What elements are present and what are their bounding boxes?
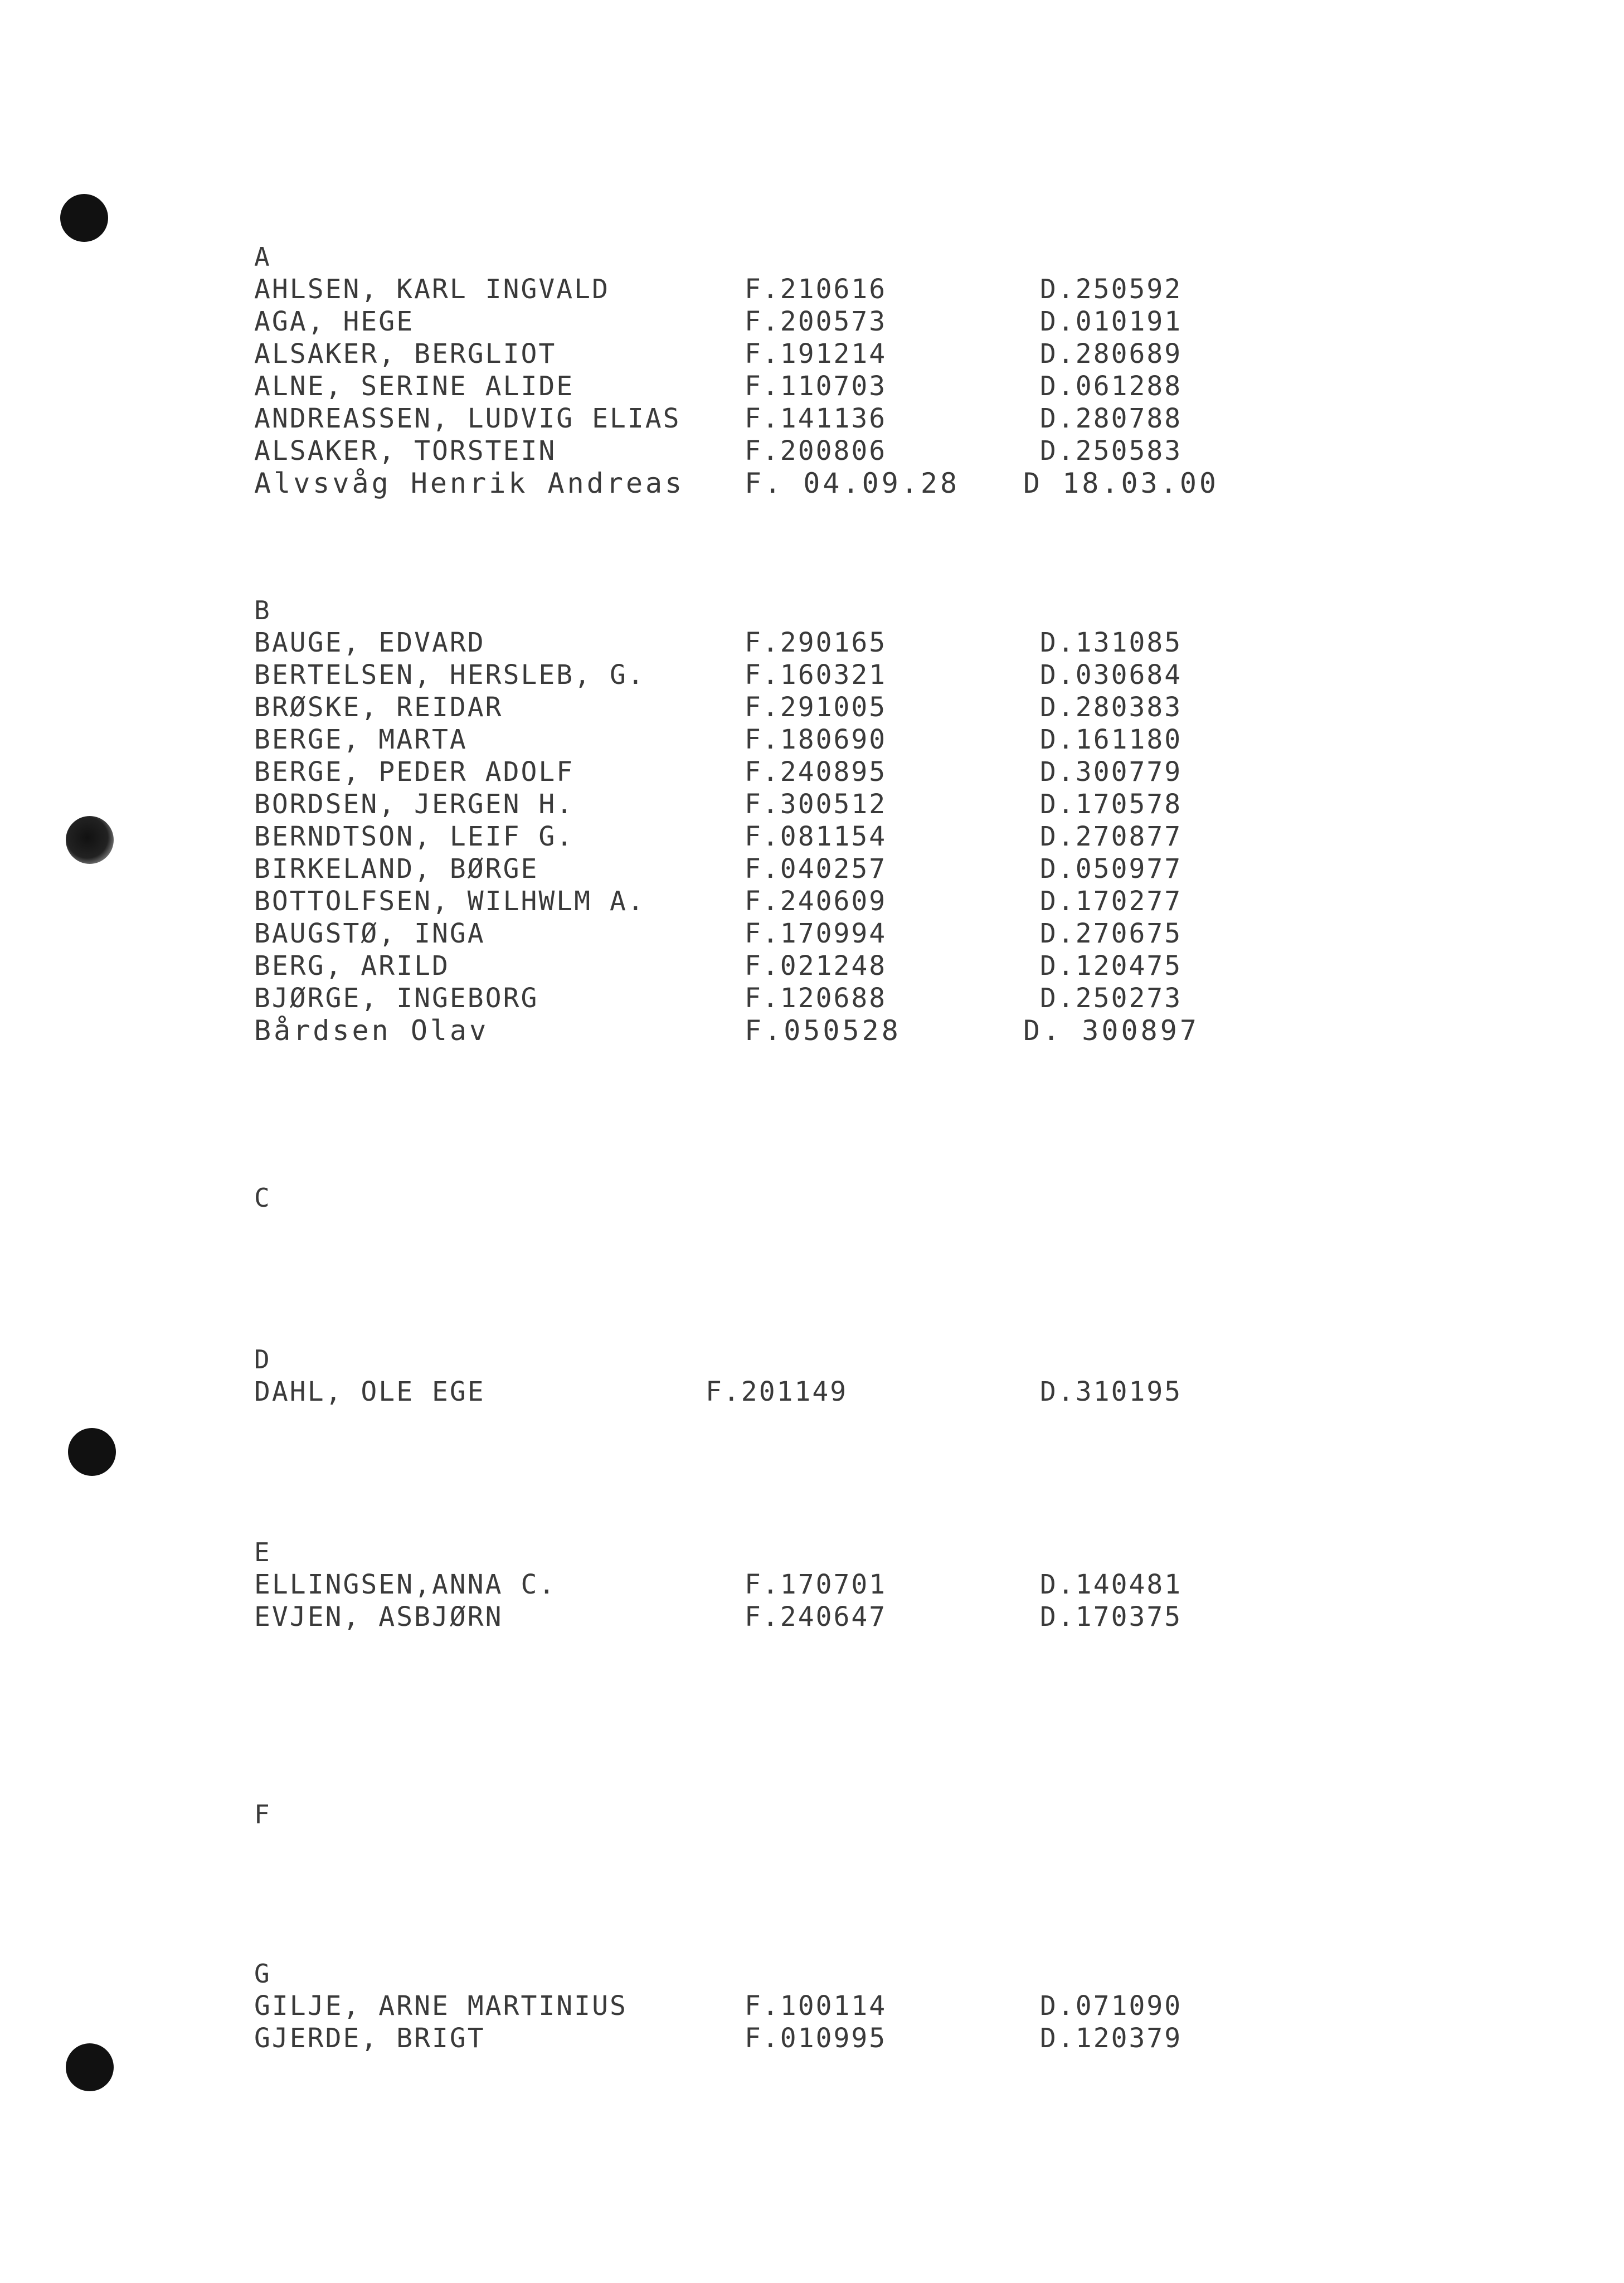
entry-name: ALSAKER, BERGLIOT (254, 338, 557, 370)
entry-birth-date: F.100114 (745, 1990, 887, 2022)
entry-name: BERTELSEN, HERSLEB, G. (254, 659, 645, 691)
entry-death-date: D.270675 (1040, 918, 1183, 949)
entry-death-date: D.140481 (1040, 1569, 1183, 1600)
entry-birth-date: F.120688 (745, 983, 887, 1014)
entry-birth-date: F.050528 (745, 1014, 901, 1047)
entry-name: BERG, ARILD (254, 950, 450, 982)
list-item (254, 1376, 1536, 1408)
entry-name: BAUGE, EDVARD (254, 627, 485, 658)
entry-name: BERNDTSON, LEIF G. (254, 821, 575, 852)
entry-name: ANDREASSEN, LUDVIG ELIAS (254, 403, 681, 434)
section-g (254, 1957, 1536, 2054)
section-letter: G (254, 1959, 272, 1989)
entry-death-date: D.250592 (1040, 274, 1183, 305)
list-item (254, 1568, 1536, 1601)
entry-birth-date: F.110703 (745, 371, 887, 402)
entry-birth-date: F.160321 (745, 659, 887, 691)
entry-birth-date: F.290165 (745, 627, 887, 658)
list-item (254, 982, 1536, 1014)
list-item (254, 820, 1536, 853)
entry-name: ALSAKER, TORSTEIN (254, 435, 557, 467)
entry-death-date: D.010191 (1040, 306, 1183, 337)
entry-birth-date: F.200806 (745, 435, 887, 467)
punch-hole-1 (60, 194, 108, 242)
entry-name: AHLSEN, KARL INGVALD (254, 274, 610, 305)
section-d (254, 1343, 1536, 1408)
list-item (254, 756, 1536, 788)
entry-name: Bårdsen Olav (254, 1014, 489, 1047)
entry-birth-date: F.010995 (745, 2023, 887, 2054)
list-item (254, 723, 1536, 756)
entry-death-date: D 18.03.00 (1023, 467, 1219, 499)
list-item (254, 659, 1536, 691)
entry-death-date: D.250583 (1040, 435, 1183, 467)
section-f (254, 1798, 1536, 1830)
list-item (254, 691, 1536, 723)
list-item (254, 467, 1536, 499)
entry-birth-date: F.210616 (745, 274, 887, 305)
entry-death-date: D.050977 (1040, 853, 1183, 885)
entry-name: Alvsvåg Henrik Andreas (254, 467, 685, 499)
list-item (254, 2022, 1536, 2054)
entry-name: EVJEN, ASBJØRN (254, 1601, 503, 1633)
entry-death-date: D.300779 (1040, 756, 1183, 788)
entry-death-date: D. 300897 (1023, 1014, 1199, 1047)
entry-birth-date: F.191214 (745, 338, 887, 370)
entry-birth-date: F.141136 (745, 403, 887, 434)
entry-death-date: D.250273 (1040, 983, 1183, 1014)
list-item (254, 1990, 1536, 2022)
entry-name: BORDSEN, JERGEN H. (254, 789, 575, 820)
section-letter: C (254, 1183, 272, 1213)
entry-death-date: D.170277 (1040, 886, 1183, 917)
entry-birth-date: F.240647 (745, 1601, 887, 1633)
entry-death-date: D.280788 (1040, 403, 1183, 434)
entry-death-date: D.131085 (1040, 627, 1183, 658)
section-letter: A (254, 242, 272, 272)
entry-name: BERGE, MARTA (254, 724, 468, 755)
list-item (254, 370, 1536, 402)
entry-death-date: D.270877 (1040, 821, 1183, 852)
entry-death-date: D.310195 (1040, 1376, 1183, 1407)
entry-birth-date: F.200573 (745, 306, 887, 337)
entry-name: ALNE, SERINE ALIDE (254, 371, 575, 402)
entry-death-date: D.280689 (1040, 338, 1183, 370)
list-item (254, 402, 1536, 435)
entry-name: GJERDE, BRIGT (254, 2023, 485, 2054)
entry-birth-date: F.170701 (745, 1569, 887, 1600)
entry-birth-date: F.180690 (745, 724, 887, 755)
section-e (254, 1536, 1536, 1633)
entry-name: BRØSKE, REIDAR (254, 692, 503, 723)
entry-birth-date: F.081154 (745, 821, 887, 852)
list-item (254, 950, 1536, 982)
list-item (254, 853, 1536, 885)
punch-hole-4 (66, 2043, 114, 2091)
entry-name: BJØRGE, INGEBORG (254, 983, 539, 1014)
entry-name: ELLINGSEN,ANNA C. (254, 1569, 557, 1600)
list-item (254, 626, 1536, 659)
list-item (254, 305, 1536, 338)
entry-death-date: D.280383 (1040, 692, 1183, 723)
section-letter: E (254, 1537, 272, 1567)
entry-death-date: D.071090 (1040, 1990, 1183, 2022)
entry-death-date: D.061288 (1040, 371, 1183, 402)
list-item (254, 788, 1536, 820)
entry-birth-date: F.291005 (745, 692, 887, 723)
list-item (254, 1601, 1536, 1633)
entry-birth-date: F.300512 (745, 789, 887, 820)
entry-name: BAUGSTØ, INGA (254, 918, 485, 949)
section-letter: B (254, 595, 272, 625)
entry-death-date: D.170578 (1040, 789, 1183, 820)
section-letter: F (254, 1799, 272, 1829)
list-item (254, 917, 1536, 950)
list-item (254, 273, 1536, 305)
section-c (254, 1182, 1536, 1214)
entry-birth-date: F. 04.09.28 (745, 467, 960, 499)
entry-name: BOTTOLFSEN, WILHWLM A. (254, 886, 645, 917)
entry-name: AGA, HEGE (254, 306, 415, 337)
entry-birth-date: F.021248 (745, 950, 887, 982)
section-a (254, 241, 1536, 499)
entry-birth-date: F.240609 (745, 886, 887, 917)
section-letter: D (254, 1344, 272, 1374)
section-b (254, 594, 1536, 1047)
entry-birth-date: F.040257 (745, 853, 887, 885)
entry-birth-date: F.240895 (745, 756, 887, 788)
entry-death-date: D.170375 (1040, 1601, 1183, 1633)
list-item (254, 885, 1536, 917)
punch-hole-3 (68, 1428, 116, 1476)
list-item (254, 435, 1536, 467)
entry-death-date: D.120475 (1040, 950, 1183, 982)
list-item (254, 338, 1536, 370)
entry-birth-date: F.201149 (706, 1376, 848, 1407)
entry-name: DAHL, OLE EGE (254, 1376, 485, 1407)
list-item (254, 1014, 1536, 1047)
punch-hole-2 (66, 816, 114, 864)
entry-death-date: D.030684 (1040, 659, 1183, 691)
entry-death-date: D.161180 (1040, 724, 1183, 755)
entry-name: BERGE, PEDER ADOLF (254, 756, 575, 788)
entry-death-date: D.120379 (1040, 2023, 1183, 2054)
entry-birth-date: F.170994 (745, 918, 887, 949)
entry-name: BIRKELAND, BØRGE (254, 853, 539, 885)
entry-name: GILJE, ARNE MARTINIUS (254, 1990, 628, 2022)
